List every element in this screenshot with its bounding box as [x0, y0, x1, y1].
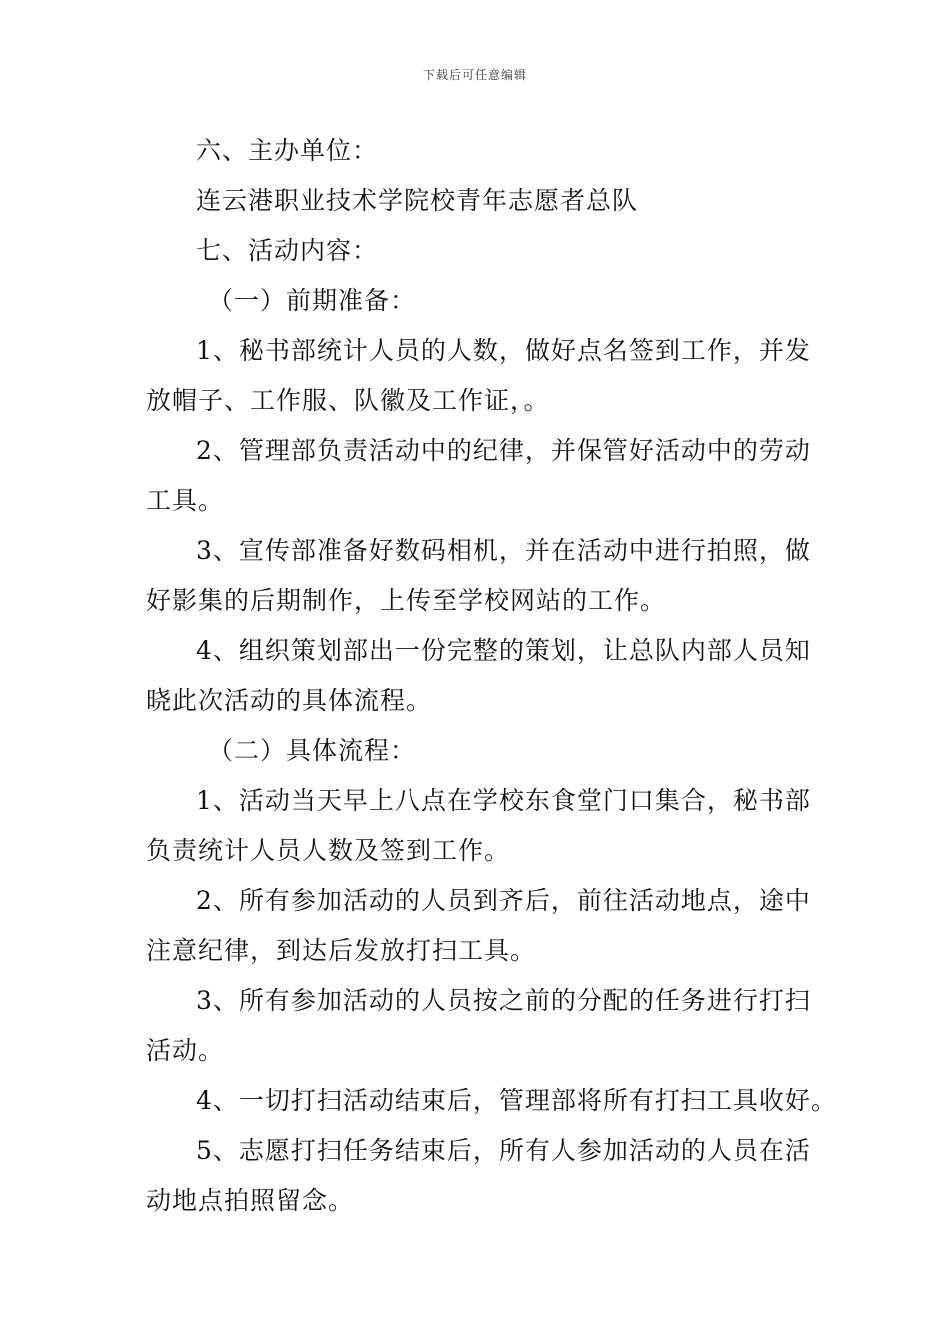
paragraph-line: 活动。	[146, 1036, 225, 1065]
subsection-heading-preparation: （一）前期准备：	[208, 286, 417, 315]
section-heading-content: 七、活动内容：	[196, 236, 379, 265]
paragraph-line: 负责统计人员人数及签到工作。	[146, 836, 511, 865]
paragraph-line: 4、组织策划部出一份完整的策划，让总队内部人员知	[196, 636, 811, 665]
header-note: 下载后可任意编辑	[422, 68, 527, 82]
paragraph-line: 3、所有参加活动的人员按之前的分配的任务进行打扫	[196, 986, 811, 1015]
paragraph-line: 晓此次活动的具体流程。	[146, 686, 433, 715]
paragraph-line: 2、所有参加活动的人员到齐后，前往活动地点，途中	[196, 886, 811, 915]
organizer-name: 连云港职业技术学院校青年志愿者总队	[196, 186, 639, 215]
section-heading-organizer: 六、主办单位：	[196, 136, 379, 165]
paragraph-line: 1、活动当天早上八点在学校东食堂门口集合，秘书部	[196, 786, 811, 815]
paragraph-line: 好影集的后期制作，上传至学校网站的工作。	[146, 586, 667, 615]
paragraph-line: 动地点拍照留念。	[146, 1186, 355, 1215]
document-body	[146, 126, 837, 1226]
paragraph-line: 5、志愿打扫任务结束后，所有人参加活动的人员在活	[196, 1136, 811, 1165]
paragraph-line: 4、一切打扫活动结束后，管理部将所有打扫工具收好。	[196, 1086, 837, 1115]
paragraph-line: 注意纪律，到达后发放打扫工具。	[146, 936, 537, 965]
paragraph-line: 工具。	[146, 486, 225, 515]
paragraph-line: 2、管理部负责活动中的纪律，并保管好活动中的劳动	[196, 436, 811, 465]
paragraph-line: 放帽子、工作服、队徽及工作证，。	[146, 386, 550, 415]
paragraph-line: 3、宣传部准备好数码相机，并在活动中进行拍照，做	[196, 536, 811, 565]
paragraph-line: 1、秘书部统计人员的人数，做好点名签到工作，并发	[196, 336, 811, 365]
subsection-heading-process: （二）具体流程：	[208, 736, 417, 765]
